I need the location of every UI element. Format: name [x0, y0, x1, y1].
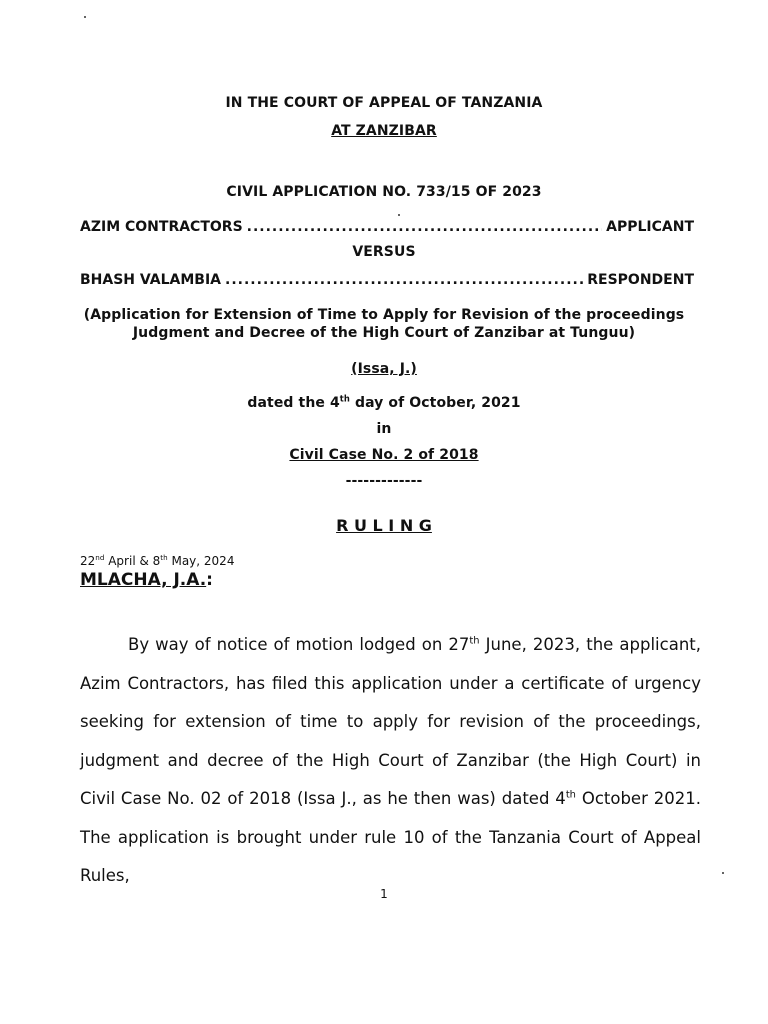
- ruling-title: R U L I N G: [336, 516, 432, 535]
- respondent-line: [80, 272, 694, 288]
- leader-dots: [247, 219, 602, 235]
- applicant-name: AZIM CONTRACTORS: [80, 219, 243, 235]
- application-description-line1: (Application for Extension of Time to Apply for Revision of the proceedings: [83, 307, 685, 323]
- application-description-line2: Judgment and Decree of the High Court of Zanzibar at Tunguu): [132, 325, 636, 341]
- leader-dots: [225, 272, 583, 288]
- court-location: AT ZANZIBAR: [331, 123, 437, 139]
- hearing-dates: 22nd April & 8th May, 2024: [80, 553, 235, 568]
- respondent-name: BHASH VALAMBIA: [80, 272, 222, 288]
- decision-date: dated the 4th day of October, 2021: [247, 393, 521, 411]
- application-number: CIVIL APPLICATION NO. 733/15 OF 2023: [226, 184, 542, 200]
- scan-speck: [722, 872, 724, 874]
- judgment-author: MLACHA, J.A.:: [80, 570, 213, 590]
- respondent-role: RESPONDENT: [587, 272, 694, 288]
- trial-judge: (Issa, J.): [351, 361, 417, 377]
- applicant-line: [80, 219, 694, 235]
- scan-speck: [84, 16, 86, 18]
- scan-speck: [398, 214, 400, 216]
- versus-label: VERSUS: [352, 244, 416, 260]
- applicant-role: APPLICANT: [606, 219, 694, 235]
- in-label: in: [376, 421, 392, 437]
- court-name: IN THE COURT OF APPEAL OF TANZANIA: [225, 95, 543, 111]
- author-name: MLACHA, J.A.: [80, 570, 207, 590]
- civil-case-reference: Civil Case No. 2 of 2018: [289, 447, 479, 463]
- ruling-paragraph: By way of notice of motion lodged on 27th June, 2023, the applicant, Azim Contractors, has filed this application under a certificate of urgency seeking for extension of time to apply for revision of the proceedings, judgment and decree of the High Court of Zanzibar (the High Court) in Civil Case No. 02 of 2018 (Issa J., as he then was) dated 4th October 2021. The application is brought under rule 10 of the Tanzania Court of Appeal Rules,: [80, 635, 701, 885]
- separator-dashes: -------------: [345, 473, 423, 489]
- page-number: 1: [380, 887, 388, 901]
